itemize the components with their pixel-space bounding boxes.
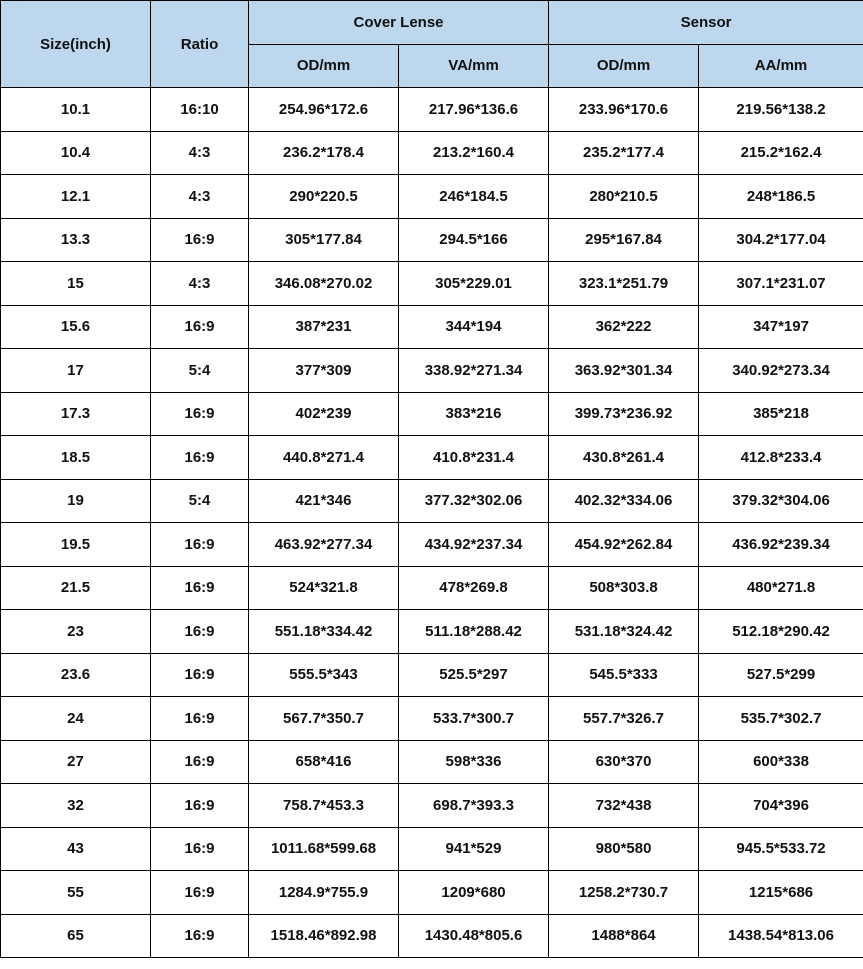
cell-size: 15.6 <box>1 305 151 349</box>
cell-size: 19.5 <box>1 523 151 567</box>
header-cover-lense: Cover Lense <box>249 1 549 45</box>
cell-cover-va: 377.32*302.06 <box>399 479 549 523</box>
cell-sensor-aa: 535.7*302.7 <box>699 697 863 741</box>
cell-cover-od: 440.8*271.4 <box>249 436 399 480</box>
cell-sensor-aa: 304.2*177.04 <box>699 218 863 262</box>
cell-sensor-aa: 527.5*299 <box>699 653 863 697</box>
cell-ratio: 16:9 <box>151 610 249 654</box>
header-sensor: Sensor <box>549 1 863 45</box>
cell-cover-od: 254.96*172.6 <box>249 88 399 132</box>
cell-sensor-aa: 248*186.5 <box>699 175 863 219</box>
cell-sensor-od: 323.1*251.79 <box>549 262 699 306</box>
table-row <box>1 349 863 393</box>
cell-sensor-od: 980*580 <box>549 827 699 871</box>
cell-sensor-aa: 945.5*533.72 <box>699 827 863 871</box>
header-row-group <box>1 1 863 45</box>
table-row <box>1 610 863 654</box>
cell-cover-od: 524*321.8 <box>249 566 399 610</box>
cell-sensor-aa: 1215*686 <box>699 871 863 915</box>
cell-sensor-aa: 512.18*290.42 <box>699 610 863 654</box>
cell-sensor-aa: 385*218 <box>699 392 863 436</box>
cell-ratio: 16:9 <box>151 523 249 567</box>
table-row <box>1 479 863 523</box>
cell-cover-va: 383*216 <box>399 392 549 436</box>
cell-cover-va: 1430.48*805.6 <box>399 914 549 958</box>
cell-cover-od: 387*231 <box>249 305 399 349</box>
cell-sensor-od: 430.8*261.4 <box>549 436 699 480</box>
cell-cover-va: 941*529 <box>399 827 549 871</box>
cell-cover-od: 555.5*343 <box>249 653 399 697</box>
cell-sensor-od: 402.32*334.06 <box>549 479 699 523</box>
table-row <box>1 784 863 828</box>
cell-sensor-aa: 1438.54*813.06 <box>699 914 863 958</box>
cell-cover-od: 305*177.84 <box>249 218 399 262</box>
table-row <box>1 523 863 567</box>
table-row <box>1 392 863 436</box>
cell-cover-od: 1518.46*892.98 <box>249 914 399 958</box>
cell-cover-od: 658*416 <box>249 740 399 784</box>
cell-ratio: 16:9 <box>151 436 249 480</box>
table-row <box>1 218 863 262</box>
cell-ratio: 16:9 <box>151 392 249 436</box>
cell-ratio: 16:9 <box>151 827 249 871</box>
cell-size: 12.1 <box>1 175 151 219</box>
cell-cover-od: 463.92*277.34 <box>249 523 399 567</box>
cell-ratio: 16:9 <box>151 566 249 610</box>
table-body <box>1 88 863 958</box>
table-row <box>1 653 863 697</box>
cell-sensor-aa: 436.92*239.34 <box>699 523 863 567</box>
cell-sensor-aa: 600*338 <box>699 740 863 784</box>
cell-sensor-od: 1258.2*730.7 <box>549 871 699 915</box>
cell-sensor-od: 362*222 <box>549 305 699 349</box>
table-row <box>1 914 863 958</box>
cell-cover-od: 567.7*350.7 <box>249 697 399 741</box>
cell-cover-va: 344*194 <box>399 305 549 349</box>
table-row <box>1 697 863 741</box>
table-row <box>1 436 863 480</box>
cell-cover-va: 525.5*297 <box>399 653 549 697</box>
cell-ratio: 16:9 <box>151 740 249 784</box>
table-row <box>1 131 863 175</box>
cell-ratio: 16:9 <box>151 697 249 741</box>
cell-size: 43 <box>1 827 151 871</box>
cell-sensor-aa: 379.32*304.06 <box>699 479 863 523</box>
cell-sensor-od: 1488*864 <box>549 914 699 958</box>
cell-size: 23.6 <box>1 653 151 697</box>
cell-size: 10.4 <box>1 131 151 175</box>
cell-ratio: 16:9 <box>151 871 249 915</box>
cell-sensor-od: 280*210.5 <box>549 175 699 219</box>
cell-size: 24 <box>1 697 151 741</box>
table-row <box>1 827 863 871</box>
cell-sensor-aa: 347*197 <box>699 305 863 349</box>
cell-size: 17 <box>1 349 151 393</box>
cell-sensor-aa: 219.56*138.2 <box>699 88 863 132</box>
cell-cover-va: 305*229.01 <box>399 262 549 306</box>
cell-size: 17.3 <box>1 392 151 436</box>
table-row <box>1 88 863 132</box>
cell-sensor-od: 531.18*324.42 <box>549 610 699 654</box>
cell-size: 19 <box>1 479 151 523</box>
cell-cover-va: 511.18*288.42 <box>399 610 549 654</box>
table-row <box>1 175 863 219</box>
cell-cover-od: 236.2*178.4 <box>249 131 399 175</box>
cell-cover-od: 1011.68*599.68 <box>249 827 399 871</box>
cell-sensor-aa: 412.8*233.4 <box>699 436 863 480</box>
header-cover-od: OD/mm <box>249 44 399 88</box>
cell-cover-va: 533.7*300.7 <box>399 697 549 741</box>
cell-size: 18.5 <box>1 436 151 480</box>
cell-sensor-od: 235.2*177.4 <box>549 131 699 175</box>
header-ratio: Ratio <box>151 1 249 88</box>
cell-sensor-od: 557.7*326.7 <box>549 697 699 741</box>
cell-sensor-od: 233.96*170.6 <box>549 88 699 132</box>
cell-sensor-od: 399.73*236.92 <box>549 392 699 436</box>
cell-size: 55 <box>1 871 151 915</box>
cell-sensor-od: 508*303.8 <box>549 566 699 610</box>
cell-ratio: 16:9 <box>151 784 249 828</box>
header-cover-va: VA/mm <box>399 44 549 88</box>
cell-cover-va: 217.96*136.6 <box>399 88 549 132</box>
cell-size: 23 <box>1 610 151 654</box>
cell-size: 65 <box>1 914 151 958</box>
cell-cover-od: 758.7*453.3 <box>249 784 399 828</box>
table-row <box>1 262 863 306</box>
cell-ratio: 16:9 <box>151 653 249 697</box>
cell-ratio: 4:3 <box>151 175 249 219</box>
cell-cover-od: 551.18*334.42 <box>249 610 399 654</box>
cell-sensor-od: 545.5*333 <box>549 653 699 697</box>
cell-cover-va: 338.92*271.34 <box>399 349 549 393</box>
cell-sensor-aa: 307.1*231.07 <box>699 262 863 306</box>
cell-ratio: 16:9 <box>151 218 249 262</box>
cell-cover-od: 402*239 <box>249 392 399 436</box>
cell-cover-od: 421*346 <box>249 479 399 523</box>
cell-ratio: 16:10 <box>151 88 249 132</box>
table-row <box>1 740 863 784</box>
cell-ratio: 4:3 <box>151 131 249 175</box>
cell-size: 15 <box>1 262 151 306</box>
cell-size: 27 <box>1 740 151 784</box>
cell-cover-va: 698.7*393.3 <box>399 784 549 828</box>
cell-size: 10.1 <box>1 88 151 132</box>
cell-size: 32 <box>1 784 151 828</box>
cell-sensor-aa: 215.2*162.4 <box>699 131 863 175</box>
cell-size: 13.3 <box>1 218 151 262</box>
header-sensor-aa: AA/mm <box>699 44 863 88</box>
cell-ratio: 16:9 <box>151 914 249 958</box>
cell-cover-va: 410.8*231.4 <box>399 436 549 480</box>
cell-cover-od: 290*220.5 <box>249 175 399 219</box>
cell-cover-va: 598*336 <box>399 740 549 784</box>
cell-cover-va: 434.92*237.34 <box>399 523 549 567</box>
cell-sensor-aa: 340.92*273.34 <box>699 349 863 393</box>
cell-sensor-od: 630*370 <box>549 740 699 784</box>
header-size: Size(inch) <box>1 1 151 88</box>
cell-sensor-od: 295*167.84 <box>549 218 699 262</box>
cell-size: 21.5 <box>1 566 151 610</box>
cell-cover-od: 377*309 <box>249 349 399 393</box>
cell-sensor-aa: 480*271.8 <box>699 566 863 610</box>
cell-ratio: 16:9 <box>151 305 249 349</box>
cell-cover-od: 1284.9*755.9 <box>249 871 399 915</box>
cell-cover-od: 346.08*270.02 <box>249 262 399 306</box>
table-row <box>1 566 863 610</box>
cell-cover-va: 1209*680 <box>399 871 549 915</box>
cell-cover-va: 246*184.5 <box>399 175 549 219</box>
cell-cover-va: 294.5*166 <box>399 218 549 262</box>
cell-sensor-od: 363.92*301.34 <box>549 349 699 393</box>
table-row <box>1 871 863 915</box>
cell-ratio: 5:4 <box>151 479 249 523</box>
header-sensor-od: OD/mm <box>549 44 699 88</box>
cell-ratio: 4:3 <box>151 262 249 306</box>
cell-sensor-od: 454.92*262.84 <box>549 523 699 567</box>
table-row <box>1 305 863 349</box>
cell-sensor-od: 732*438 <box>549 784 699 828</box>
cell-ratio: 5:4 <box>151 349 249 393</box>
cell-cover-va: 213.2*160.4 <box>399 131 549 175</box>
cell-cover-va: 478*269.8 <box>399 566 549 610</box>
cell-sensor-aa: 704*396 <box>699 784 863 828</box>
table-header <box>1 1 863 88</box>
